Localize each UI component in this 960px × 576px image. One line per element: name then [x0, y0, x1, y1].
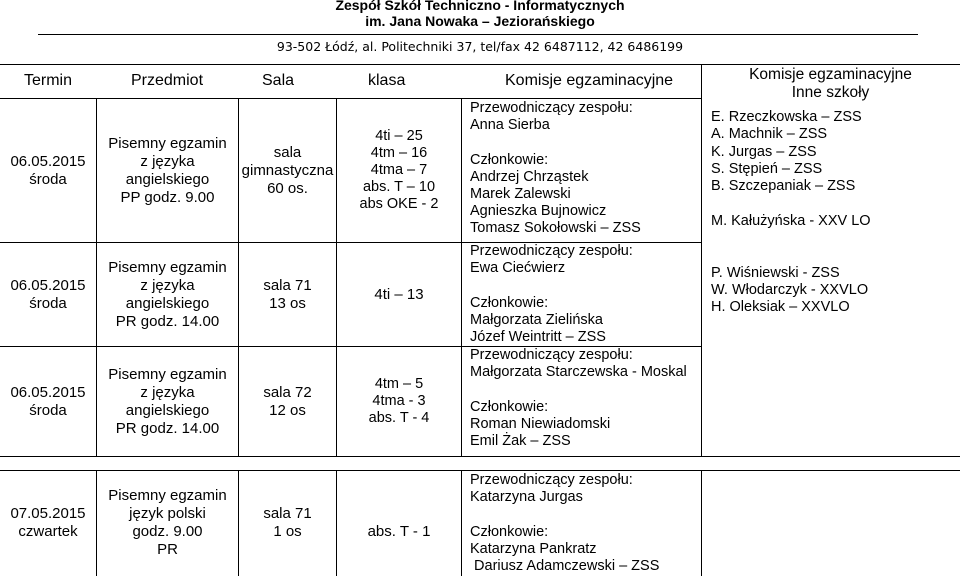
- other-school-spacer: [711, 230, 871, 247]
- committee-members-label: Członkowie:: [470, 523, 549, 540]
- school-name: Zespół Szkół Techniczno - Informatycznych: [335, 0, 625, 13]
- subject-line: PP godz. 9.00: [120, 188, 215, 206]
- class-line: 4tma – 7: [370, 162, 428, 178]
- committee-chair: Katarzyna Jurgas: [470, 489, 583, 506]
- other-school-member: B. Szczepaniak – ZSS: [711, 178, 856, 195]
- subject-line: angielskiego: [125, 170, 210, 188]
- committee-members-label: Członkowie:: [470, 151, 549, 168]
- table-row-1-subject: [97, 99, 238, 242]
- committee-member: Agnieszka Bujnowicz: [470, 203, 607, 220]
- committee-spacer: [470, 134, 641, 151]
- room-line: sala: [273, 143, 302, 161]
- header-komisje: Komisje egzaminacyjne: [505, 72, 674, 89]
- table-row-1-date: [0, 99, 96, 242]
- header-divider: [38, 34, 918, 35]
- committee-members-label: Członkowie:: [470, 398, 549, 415]
- header-termin: Termin: [24, 72, 73, 89]
- subject-line: angielskiego: [125, 401, 210, 419]
- other-school-member: W. Włodarczyk - XXVLO: [711, 281, 869, 298]
- header-klasa: klasa: [368, 72, 406, 89]
- row-day: środa: [29, 401, 67, 419]
- other-school-member: H. Oleksiak – XXVLO: [711, 299, 850, 316]
- row-date: 06.05.2015: [10, 383, 86, 401]
- committee-members-label: Członkowie:: [470, 294, 549, 311]
- header-inne-line1: Komisje egzaminacyjne: [749, 66, 912, 83]
- block-bottom-border: [0, 456, 960, 457]
- subject-line: angielskiego: [125, 294, 210, 312]
- other-school-member: E. Rzeczkowska – ZSS: [711, 109, 862, 125]
- subject-line: PR godz. 14.00: [115, 419, 220, 437]
- row-date: 06.05.2015: [10, 276, 86, 294]
- other-school-spacer: [711, 247, 871, 264]
- table-top-border: [0, 64, 960, 65]
- class-line: 4tm – 16: [370, 145, 428, 161]
- committee-chair-label: Przewodniczący zespołu:: [470, 347, 633, 363]
- table-row-2-date: [0, 243, 96, 346]
- table-row-4-subject: [97, 471, 238, 576]
- class-line: 4tm – 5: [374, 376, 424, 392]
- other-schools-list: [711, 109, 871, 317]
- room-line: sala 72: [263, 383, 312, 401]
- header-przedmiot: Przedmiot: [131, 72, 204, 89]
- col-divider-5b: [701, 470, 702, 576]
- table-row-1-committee: [470, 100, 641, 238]
- subject-line: z języka: [140, 276, 195, 294]
- committee-member: Roman Niewiadomski: [470, 415, 611, 432]
- row-date: 07.05.2015: [10, 505, 86, 522]
- table-row-4-date: [0, 471, 96, 576]
- class-line: 4ti – 13: [374, 285, 424, 303]
- room-line: 1 os: [273, 523, 302, 540]
- class-line: abs. T – 10: [362, 179, 436, 195]
- other-school-member: A. Machnik – ZSS: [711, 126, 828, 143]
- committee-chair-label: Przewodniczący zespołu:: [470, 243, 633, 259]
- table-row-1-room: [239, 99, 336, 242]
- subject-line: Pisemny egzamin: [108, 258, 227, 276]
- table-row-1-classes: [337, 99, 461, 242]
- committee-member: Dariusz Adamczewski – ZSS: [470, 558, 660, 574]
- subject-line: Pisemny egzamin: [108, 487, 227, 504]
- committee-chair-label: Przewodniczący zespołu:: [470, 472, 633, 488]
- class-line: 4tma - 3: [372, 393, 426, 409]
- room-line: 12 os: [269, 401, 306, 419]
- committee-member: Andrzej Chrząstek: [470, 168, 589, 185]
- room-line: 60 os.: [267, 179, 308, 197]
- class-line: 4ti – 25: [375, 128, 423, 144]
- committee-member: Marek Zalewski: [470, 186, 571, 202]
- committee-spacer: [470, 381, 687, 398]
- committee-member: Józef Weintritt – ZSS: [470, 329, 606, 345]
- other-school-member: M. Kałużyńska - XXV LO: [711, 212, 871, 229]
- subject-line: Pisemny egzamin: [108, 134, 227, 152]
- table-row-2-classes: [337, 243, 461, 346]
- row-day: środa: [29, 170, 67, 188]
- row-day: środa: [29, 294, 67, 312]
- school-address: 93-502 Łódź, al. Politechniki 37, tel/fax 42 6487112, 42 6486199: [276, 39, 684, 54]
- table-row-3-date: [0, 347, 96, 456]
- other-school-spacer: [711, 195, 871, 212]
- row-date: 06.05.2015: [10, 152, 86, 170]
- room-line: gimnastyczna: [241, 161, 334, 179]
- subject-line: godz. 9.00: [132, 523, 203, 540]
- col-divider-4b: [461, 470, 462, 576]
- subject-line: Pisemny egzamin: [108, 365, 227, 383]
- table-row-4-room: [239, 471, 336, 576]
- class-line: abs OKE - 2: [359, 196, 439, 212]
- subject-line: z języka: [140, 383, 195, 401]
- table-row-4-committee: [470, 472, 659, 575]
- table-row-2-committee: [470, 243, 633, 346]
- subject-line: język polski: [129, 505, 206, 522]
- subject-line: PR: [157, 541, 178, 558]
- header-sala: Sala: [262, 72, 295, 89]
- subject-line: z języka: [140, 152, 195, 170]
- committee-chair: Małgorzata Starczewska - Moskal: [470, 364, 687, 381]
- col-divider-4: [461, 98, 462, 456]
- col-divider-5: [701, 64, 702, 456]
- committee-member: Małgorzata Zielińska: [470, 311, 603, 328]
- other-school-member: P. Wiśniewski - ZSS: [711, 264, 840, 281]
- row-day: czwartek: [18, 523, 78, 540]
- room-line: sala 71: [263, 276, 312, 294]
- other-school-member: S. Stępień – ZSS: [711, 160, 823, 177]
- committee-chair-label: Przewodniczący zespołu:: [470, 100, 633, 116]
- subject-line: PR godz. 14.00: [115, 312, 220, 330]
- committee-chair: Anna Sierba: [470, 117, 550, 134]
- table-row-2-room: [239, 243, 336, 346]
- table-row-4-classes: [337, 471, 461, 576]
- class-line: abs. T - 1: [367, 523, 431, 540]
- header-inne-line2: Inne szkoły: [791, 84, 870, 101]
- other-school-member: K. Jurgas – ZSS: [711, 143, 817, 160]
- committee-spacer: [470, 277, 633, 294]
- table-row-3-subject: [97, 347, 238, 456]
- committee-member: Katarzyna Pankratz: [470, 540, 597, 557]
- table-row-3-room: [239, 347, 336, 456]
- room-line: 13 os: [269, 294, 306, 312]
- table-row-3-classes: [337, 347, 461, 456]
- class-line: abs. T - 4: [368, 410, 430, 426]
- committee-spacer: [470, 506, 659, 523]
- committee-chair: Ewa Ciećwierz: [470, 260, 566, 277]
- table-row-2-subject: [97, 243, 238, 346]
- committee-member: Tomasz Sokołowski – ZSS: [470, 220, 641, 237]
- room-line: sala 71: [263, 505, 312, 522]
- school-patron: im. Jana Nowaka – Jeziorańskiego: [365, 13, 595, 29]
- table-row-3-committee: [470, 347, 687, 450]
- committee-member: Emil Żak – ZSS: [470, 433, 571, 449]
